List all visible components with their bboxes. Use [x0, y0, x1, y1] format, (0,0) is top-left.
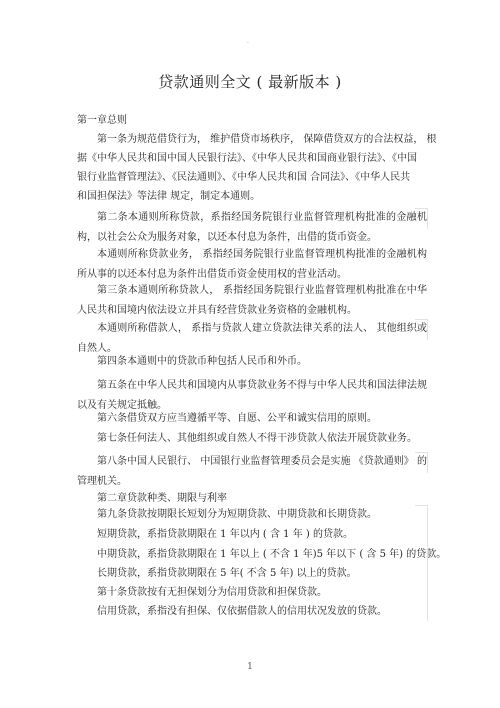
article-10: 第十条贷款按有无担保划分为信用贷款和担保贷款。 — [97, 587, 327, 598]
article-5: 第五条在中华人民共和国境内从事贷款业务不得与中华人民共和国法律法规以及有关规定抵触。 — [77, 380, 427, 411]
mid-term-loan: 中期贷款，系指贷款期限在 1 年以上 ( 不含 1 年)5 年以下 ( 含 5 年) 的贷款。 — [97, 549, 447, 560]
article-7: 第七条任何法人、其他组织或自然人不得干涉贷款人依法开展贷款业务。 — [97, 433, 417, 444]
chapter-heading-1: 第一章总则 — [77, 115, 127, 126]
borrower-definition: 本通则所称借款人， 系指与贷款人建立贷款法律关系的法人、 其他组织或自然人。 — [77, 323, 427, 354]
article-1-line-1: 第一条为规范借贷行为， 维护借贷市场秩序， 保障借贷双方的合法权益， 根 — [97, 134, 437, 145]
page-number: 1 — [247, 662, 253, 672]
long-term-loan: 长期贷款，系指贷款期限在 5 年( 不含 5 年) 以上的贷款。 — [97, 568, 357, 579]
article-1-line-2: 据《中华人民共和国中国人民银行法》、《中华人民共和国商业银行法》、《中国 — [77, 153, 417, 164]
chapter-heading-2: 第二章贷款种类、期限与利率 — [97, 493, 227, 504]
credit-loan: 信用贷款，系指没有担保、仅依据借款人的信用状况发放的贷款。 — [97, 606, 387, 617]
article-3: 第三条本通则所称贷款人， 系指经国务院银行业监督管理机构批准在中华人民共和国境内依法设立并具有经营贷款业务资格的金融机构。 — [77, 285, 427, 316]
article-9: 第九条贷款按期限长短划分为短期贷款、中期贷款和长期贷款。 — [97, 509, 377, 520]
loan-business-definition: 本通则所称贷款业务， 系指经国务院银行业监督管理机构批准的金融机构所从事的以还本付息为条件出借货币资金使用权的营业活动。 — [77, 249, 427, 280]
article-4: 第四条本通则中的贷款币种包括人民币和外币。 — [97, 356, 307, 367]
header-dot: . — [247, 38, 249, 45]
article-1-line-4: 和国担保法》等法律 规定，制定本通则。 — [77, 191, 261, 202]
article-2: 第二条本通则所称贷款，系指经国务院银行业监督管理机构批准的金融机构，以社会公众为服务对象，以还本付息为条件，出借的货币资金。 — [77, 212, 427, 243]
article-1-line-3: 银行业监督管理法》、《民法通则》、《中华人民共和国 合同法》、《中华人民共 — [77, 172, 411, 183]
short-term-loan: 短期贷款，系指贷款期限在 1 年以内 ( 含 1 年 ) 的贷款。 — [97, 529, 353, 540]
page-title: 贷款通则全文 ( 最新版本 ) — [158, 73, 342, 91]
article-6: 第六条借贷双方应当遵循平等、自愿、公平和诚实信用的原则。 — [97, 413, 377, 424]
article-8: 第八条中国人民银行、 中国银行业监督管理委员会是实施 《贷款通则》 的管理机关。 — [77, 456, 427, 487]
